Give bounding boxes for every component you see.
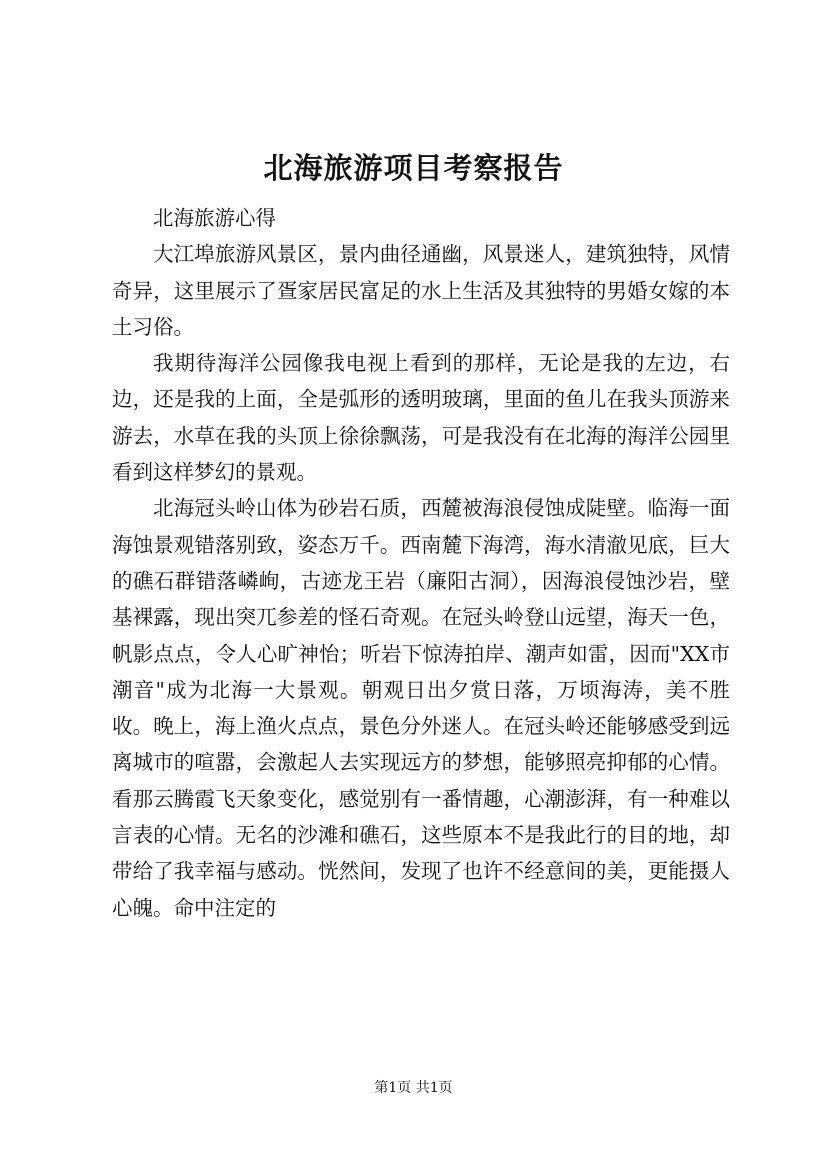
- paragraph: 我期待海洋公园像我电视上看到的那样，无论是我的左边，右边，还是我的上面，全是弧形的透明玻璃，里面的鱼儿在我头顶游来游去，水草在我的头顶上徐徐飘荡，可是我没有在北海的海洋公园里看到这样梦幻的景观。: [112, 351, 730, 485]
- page-footer: 第1页 共1页: [374, 1080, 453, 1096]
- paragraph: 大江埠旅游风景区，景内曲径通幽，风景迷人，建筑独特，风情奇异，这里展示了疍家居民富足的水上生活及其独特的男婚女嫁的本土习俗。: [112, 242, 730, 339]
- paragraph: 北海冠头岭山体为砂岩石质，西麓被海浪侵蚀成陡壁。临海一面海蚀景观错落别致，姿态万千。西南麓下海湾，海水清澈见底，巨大的礁石群错落嶙峋，古迹龙王岩（廉阳古洞），因海浪侵蚀沙岩，壁基裸露，现出突兀参差的怪石奇观。在冠头岭登山远望，海天一色，帆影点点，令人心旷神怡；听岩下惊涛拍岸、潮声如雷，因而"XX市潮音"成为北海一大景观。朝观日出夕赏日落，万顷海涛，美不胜收。晚上，海上渔火点点，景色分外迷人。在冠头岭还能够感受到远离城市的喧嚣，会激起人去实现远方的梦想，能够照亮抑郁的心情。看那云腾霞飞天象变化，感觉别有一番情趣，心潮澎湃，有一种难以言表的心情。无名的沙滩和礁石，这些原本不是我此行的目的地，却带给了我幸福与感动。恍然间，发现了也许不经意间的美，更能摄人心魄。命中注定的: [112, 496, 730, 920]
- paragraph-subtitle: 北海旅游心得: [153, 206, 276, 230]
- document-title: 北海旅游项目考察报告: [263, 151, 564, 185]
- document-body: [112, 200, 730, 926]
